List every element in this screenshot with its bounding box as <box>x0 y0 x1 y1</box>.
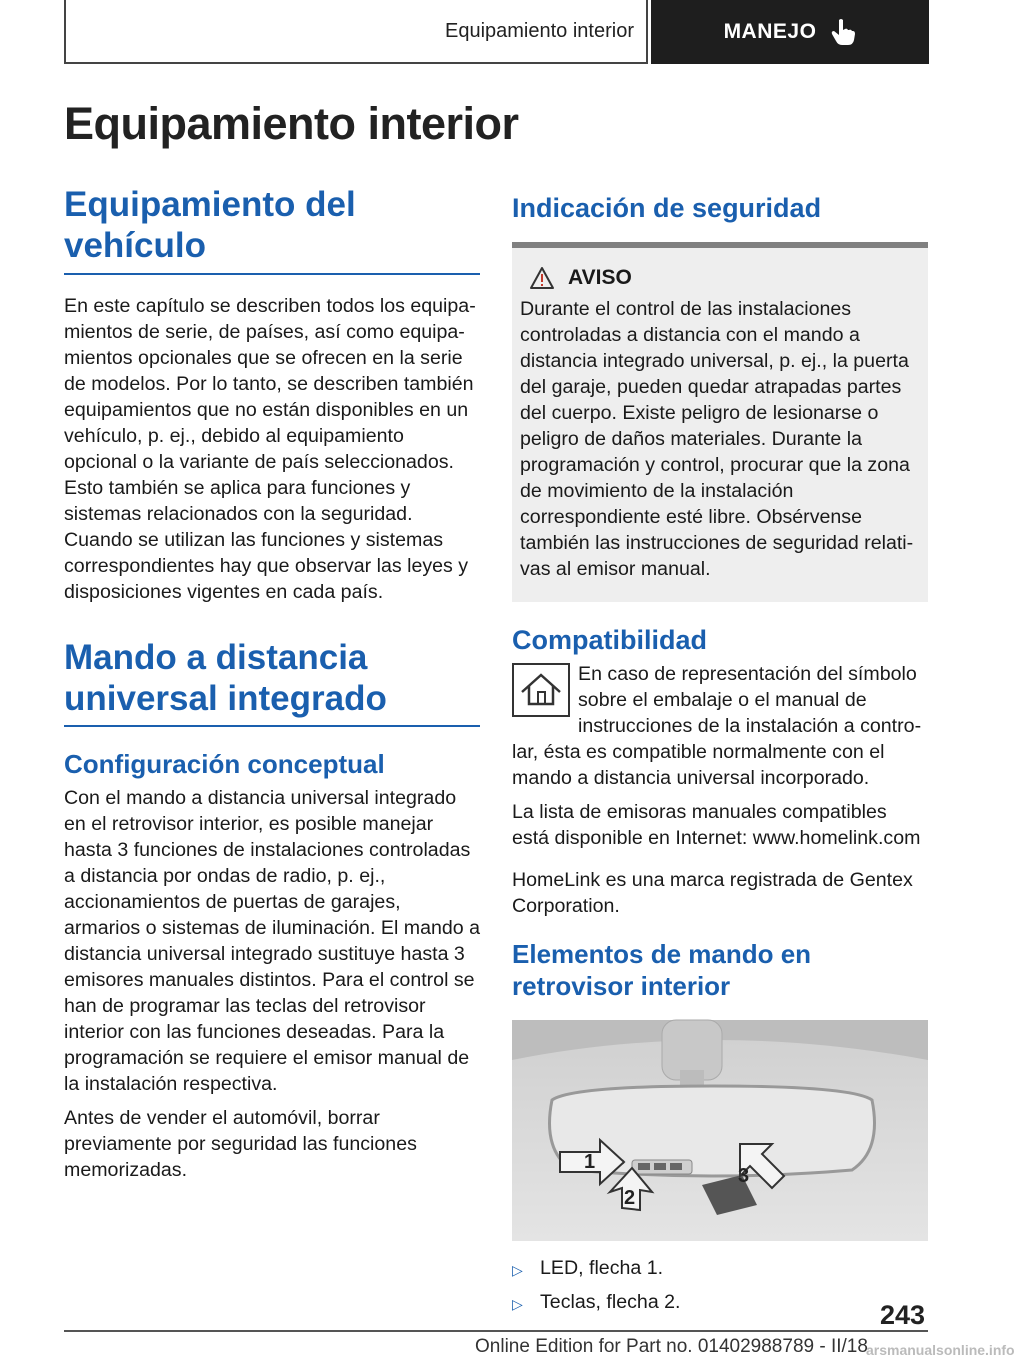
warning-triangle-icon <box>530 267 554 289</box>
edition-text: Online Edition for Part no. 01402988789 - II/18 <box>475 1336 868 1357</box>
right-column <box>512 184 928 1323</box>
triangle-bullet-icon: ▷ <box>512 1296 523 1313</box>
watermark-brand: arsmanualsonline.info <box>866 1342 1015 1358</box>
compatibility-block <box>512 661 928 791</box>
heading-concept: Configuración conceptual <box>64 749 385 780</box>
heading-safety: Indicación de seguridad <box>512 193 822 223</box>
concept-paragraph: Con el mando a distancia universal integrado en el retrovisor interior, es posible manejar hasta 3 funciones de instalaciones controladas a distancia por ondas de radio, p. ej., accionamientos de puertas de garajes, armarios o sistemas de iluminación. El mando a distancia universal integrado sustituye hasta 3 emisores manuales distintos. Para el control se han de programar las teclas del retrovisor interior con las funciones deseadas. Para la programación se requiere el emisor manual de la instalación respectiva. <box>64 786 481 1095</box>
compatibility-paragraph: En caso de representación del símbolo sobre el embalaje o el manual de instrucciones de la instalación a controlar, ésta es compatible normalmente con el mando a distancia universal incorporado. <box>512 662 922 789</box>
warning-title: AVISO <box>568 266 632 290</box>
figure-label-1: 1 <box>584 1151 596 1174</box>
homelink-house-icon <box>512 663 570 717</box>
figure-label-2: 2 <box>624 1187 636 1210</box>
trademark-paragraph: HomeLink es una marca registrada de Gentex Corporation. <box>512 868 913 917</box>
bullet-text: Teclas, flecha 2. <box>540 1291 681 1314</box>
heading-universal-remote: Mando a distancia universal integrado <box>64 637 480 728</box>
list-item <box>512 1289 928 1317</box>
footer-rule <box>64 1330 928 1332</box>
list-item <box>512 1255 928 1283</box>
mirror-bullets <box>512 1255 928 1317</box>
vehicle-equipment-paragraph: En este capítulo se describen todos los equipamientos de serie, de países, así como equipamientos opcionales que se ofrecen en la serie de modelos. Por lo tanto, se describen también equipamientos que no están disponibles en un vehículo, p. ej., debido al equipamiento opcional o la variante de país seleccionados. Esto también se aplica para funciones y sistemas relacionados con la seguridad. Cuando se utilizan las funciones y sistemas correspondientes hay que observar las leyes y disposiciones vigentes en cada país. <box>64 294 476 603</box>
left-column <box>64 184 480 1183</box>
heading-mirror-controls: Elementos de mando en retrovisor interior <box>512 938 812 1001</box>
page-number: 243 <box>880 1300 926 1330</box>
section-label: Equipamiento interior <box>445 19 634 42</box>
mirror-illustration <box>512 1020 928 1241</box>
bullet-text: LED, flecha 1. <box>540 1257 664 1280</box>
chapter-label: MANEJO <box>723 20 817 43</box>
triangle-bullet-icon: ▷ <box>512 1262 523 1279</box>
warning-box <box>512 248 928 602</box>
figure-label-3: 3 <box>738 1165 750 1188</box>
running-header-section <box>64 0 648 64</box>
warning-header <box>530 266 920 290</box>
heading-vehicle-equipment: Equipamiento del vehículo <box>64 184 480 275</box>
chapter-tab[interactable] <box>651 0 929 64</box>
hand-pointer-icon <box>830 18 856 46</box>
heading-compatibility: Compatibilidad <box>512 625 707 656</box>
compatible-list-paragraph: La lista de emisoras manuales compatibles está disponible en Internet: www.homelink.com <box>512 800 921 849</box>
mirror-figure <box>512 1020 928 1241</box>
page-title: Equipamiento interior <box>64 98 519 149</box>
warning-text: Durante el control de las instalaciones controladas a distancia con el mando a distancia integrado universal, p. ej., la puerta del garaje, pueden quedar atrapadas partes del cuerpo. Existe peligro de lesionarse o peligro de daños materiales. Durante la programación y control, procurar que la zona de movimiento de la instalación correspondiente esté libre. Obsérvense también las instrucciones de seguridad relativas al emisor manual. <box>520 298 914 581</box>
sell-paragraph: Antes de vender el automóvil, borrar previamente por seguridad las funciones memorizadas. <box>64 1106 417 1181</box>
